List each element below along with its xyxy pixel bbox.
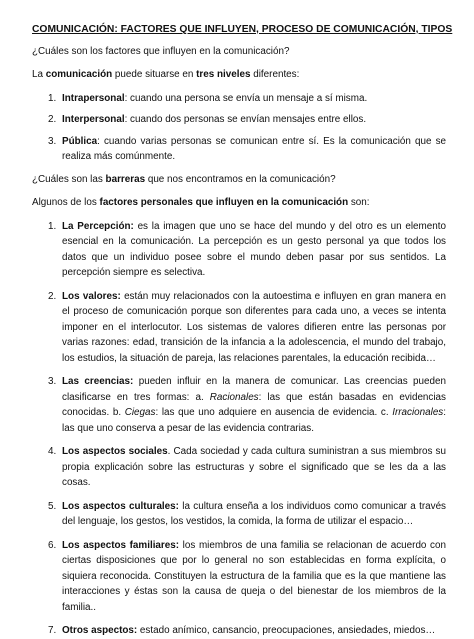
factor-italic-irracionales: Irracionales: [392, 407, 444, 418]
factor-italic-racionales: Racionales: [209, 391, 259, 403]
factors-list: [32, 219, 446, 639]
level-term: Pública: [62, 135, 98, 147]
factor-text: : las que están basadas en evidencias conocidas. b.: [62, 391, 446, 418]
factors-intro-text: son:: [348, 197, 370, 208]
factor-term: Otros aspectos:: [62, 625, 138, 636]
factor-term: Los aspectos culturales:: [62, 500, 179, 512]
list-item-aspectos-sociales: [59, 444, 446, 491]
list-item-otros-aspectos: [59, 623, 446, 639]
intro-text: puede situarse en: [112, 69, 197, 80]
list-item-percepcion: [59, 219, 446, 281]
question-bold-barreras: barreras: [105, 173, 146, 185]
factor-italic-ciegas: Ciegas: [124, 407, 156, 418]
list-item-aspectos-familiares: [59, 538, 446, 616]
intro-bold-niveles: tres niveles: [196, 69, 251, 80]
level-term: Interpersonal: [62, 114, 125, 125]
level-text: : cuando una persona se envía un mensaje a sí misma.: [124, 92, 368, 104]
factor-text: están muy relacionados con la autoestima e influyen en gran manera en el proceso de comunicación porque son diferentes para cada uno, a veces se intenta imponer en el interlocutor. Los sistemas de valores difieren entre las personas por varias razones: edad, transición de la infancia a la adolescencia, el mundo del trabajo, los estudios, la situación de pareja, las relaciones parentales, la educación recibida…: [62, 290, 446, 364]
question-text: ¿Cuáles son las: [32, 173, 106, 185]
question-barriers: [32, 172, 446, 188]
intro-text: diferentes:: [250, 69, 300, 80]
list-item-intrapersonal: [59, 91, 446, 107]
intro-bold-comunicacion: comunicación: [45, 69, 113, 80]
intro-paragraph: [32, 67, 446, 83]
document-title: COMUNICACIÓN: FACTORES QUE INFLUYEN, PROCESO DE COMUNICACIÓN, TIPOS: [32, 24, 453, 35]
factor-text: : las que uno conserva a pesar de las evidencia contrarias.: [62, 407, 446, 434]
level-term: Intrapersonal: [62, 92, 125, 104]
factor-term: Los valores:: [62, 290, 121, 302]
list-item-aspectos-culturales: [59, 499, 446, 530]
factors-intro-text: Algunos de los: [32, 197, 100, 208]
levels-list: [32, 91, 446, 165]
factor-text: . Cada sociedad y cada cultura suministran a sus miembros su propia explicación sobre las estructuras y sobre el significado que se les da a las cosas.: [62, 446, 446, 488]
factors-intro-bold: factores personales que influyen en la comunicación: [99, 197, 349, 208]
factor-text: : las que uno adquiere en ausencia de evidencia. c.: [155, 407, 393, 418]
factor-term: La Percepción:: [62, 220, 134, 232]
intro-text: La: [32, 69, 46, 80]
level-text: : cuando dos personas se envían mensajes entre ellos.: [124, 114, 367, 125]
list-item-valores: [59, 289, 446, 367]
factor-text: es la imagen que uno se hace del mundo y del otro es un elemento esencial en la comunicación. La percepción es un gesto personal ya que todos los datos que un individuo posee sobre el mundo deben pasar por sus sentidos. La percepción siempre es selectiva.: [62, 220, 446, 278]
list-item-interpersonal: [59, 112, 446, 128]
list-item-publica: [59, 134, 446, 165]
level-text: : cuando varias personas se comunican entre sí. Es la comunicación que se realiza más comúnmente.: [62, 135, 446, 162]
factor-term: Los aspectos sociales: [62, 446, 168, 457]
factor-text: pueden influir en la manera de comunicar. Las creencias pueden clasificarse en tres formas: a.: [62, 376, 446, 403]
factor-term: Los aspectos familiares:: [62, 539, 180, 551]
factor-text: los miembros de una familia se relacionan de acuerdo con ciertas disposiciones que por lo general no son establecidas en forma explícita, o siquiera reconocida. Constituyen la estructura de la familia que es la que mantiene las interacciones y éstas son la causa de queja o del bienestar de los miembros de la familia..: [62, 539, 446, 613]
question-text: que nos encontramos en la comunicación?: [145, 173, 336, 185]
list-item-creencias: [59, 374, 446, 436]
factor-text: estado anímico, cansancio, preocupaciones, ansiedades, miedos…: [137, 625, 436, 636]
factor-text: la cultura enseña a los individuos como comunicar a través del lenguaje, los gestos, los vestidos, la comida, la forma de utilizar el espacio…: [62, 500, 446, 527]
factor-term: Las creencias:: [62, 376, 134, 387]
factors-intro: [32, 195, 446, 211]
question-factors: ¿Cuáles son los factores que influyen en la comunicación?: [32, 45, 290, 57]
